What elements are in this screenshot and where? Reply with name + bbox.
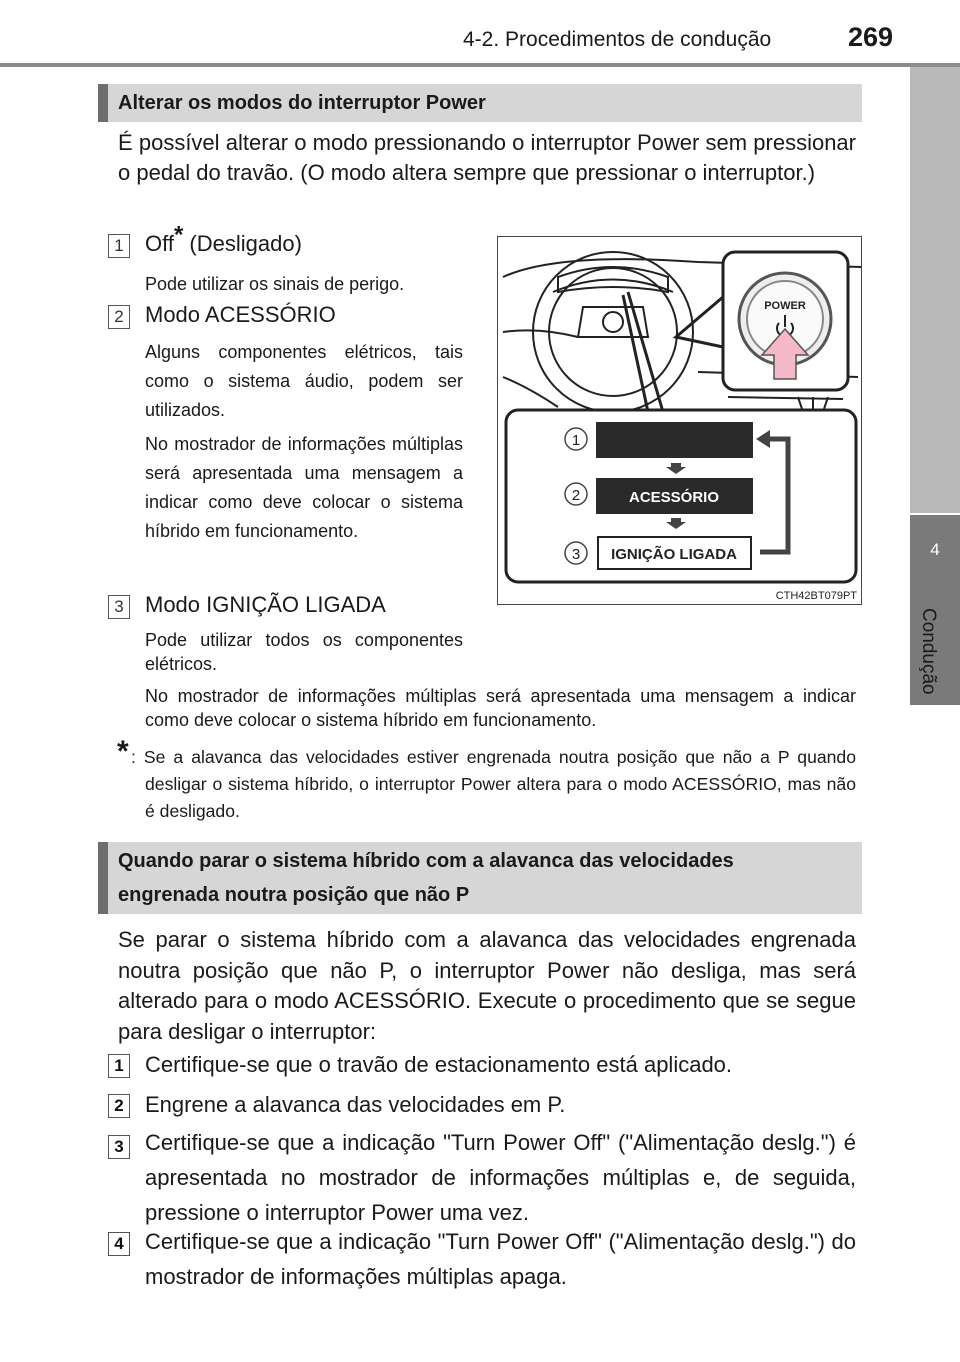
dashboard-illustration bbox=[498, 237, 862, 605]
header-rule bbox=[0, 63, 960, 67]
side-tab-strip bbox=[910, 67, 960, 513]
step-number-1: 1 bbox=[108, 1054, 130, 1078]
step-number-2: 2 bbox=[108, 1094, 130, 1118]
figure-code: CTH42BT079PT bbox=[775, 590, 857, 602]
section2-title-line1: Quando parar o sistema híbrido com a alavanca das velocidades bbox=[118, 850, 734, 872]
item-text-accessory-1: Alguns componentes elétricos, tais como o sistema áudio, podem ser utilizados. bbox=[145, 342, 463, 420]
section-heading-power-modes: Alterar os modos do interruptor Power bbox=[98, 84, 862, 122]
section1-intro: É possível alterar o modo pressionando o interruptor Power sem pressionar o pedal do travão. (O modo altera sempre que pressionar o interruptor.) bbox=[118, 130, 856, 185]
mode-label-ignition: IGNIÇÃO LIGADA bbox=[611, 546, 737, 563]
item-title-ignition: Modo IGNIÇÃO LIGADA bbox=[145, 592, 386, 617]
mode-box-off bbox=[596, 422, 753, 458]
step-number-4: 4 bbox=[108, 1232, 130, 1256]
mode-number-1: 1 bbox=[571, 432, 581, 449]
item-title-off: Off* (Desligado) bbox=[145, 221, 302, 256]
mode-number-2: 2 bbox=[571, 487, 581, 504]
section-heading-stop-hybrid bbox=[98, 842, 862, 914]
item-number-3: 3 bbox=[108, 595, 130, 619]
mode-label-accessory: ACESSÓRIO bbox=[628, 489, 720, 506]
step-text-3: Certifique-se que a indicação "Turn Power Off" ("Alimentação deslg.") é apresentada no mostrador de informações múltiplas e, de seguida, pressione o interruptor Power uma vez. bbox=[145, 1130, 856, 1225]
item-text-ignition-1: Pode utilizar todos os componentes elétricos. bbox=[145, 630, 463, 674]
step-text-4: Certifique-se que a indicação "Turn Power Off" ("Alimentação deslg.") do mostrador de informações múltiplas apaga. bbox=[145, 1229, 856, 1289]
chapter-tab-label: Condução bbox=[918, 608, 939, 695]
footnote-mark: * bbox=[117, 735, 129, 768]
chapter-tab-number: 4 bbox=[930, 540, 940, 559]
step-text-1: Certifique-se que o travão de estacionamento está aplicado. bbox=[145, 1052, 733, 1077]
step-text-2: Engrene a alavanca das velocidades em P. bbox=[145, 1092, 566, 1117]
mode-number-3: 3 bbox=[571, 546, 581, 563]
item-text-accessory-2: No mostrador de informações múltiplas será apresentada uma mensagem a indicar como deve colocar o sistema híbrido em funcionamento. bbox=[145, 434, 463, 541]
footnote-text: : Se a alavanca das velocidades estiver engrenada noutra posição que não a P quando desligar o sistema híbrido, o interruptor Power altera para o modo ACESSÓRIO, mas não é desligado. bbox=[131, 747, 856, 821]
page-number: 269 bbox=[847, 22, 893, 52]
item-title-accessory: Modo ACESSÓRIO bbox=[145, 302, 336, 327]
step-number-3: 3 bbox=[108, 1135, 130, 1159]
item-number-2: 2 bbox=[108, 305, 130, 329]
item-text-off: Pode utilizar os sinais de perigo. bbox=[145, 274, 405, 294]
running-header-section: 4-2. Procedimentos de condução bbox=[463, 28, 772, 51]
power-button-label: POWER bbox=[764, 300, 806, 312]
item-number-1: 1 bbox=[108, 234, 130, 258]
section2-intro: Se parar o sistema híbrido com a alavanca das velocidades engrenada noutra posição que não P, o interruptor Power não desliga, mas será alterado para o modo ACESSÓRIO. Execute o procedimento que se segue para desligar o interruptor: bbox=[118, 927, 856, 1044]
section2-title-line2: engrenada noutra posição que não P bbox=[118, 884, 470, 906]
item-text-ignition-2: No mostrador de informações múltiplas será apresentada uma mensagem a indicar como deve colocar o sistema híbrido em funcionamento. bbox=[145, 686, 856, 730]
power-switch-figure bbox=[497, 236, 862, 605]
